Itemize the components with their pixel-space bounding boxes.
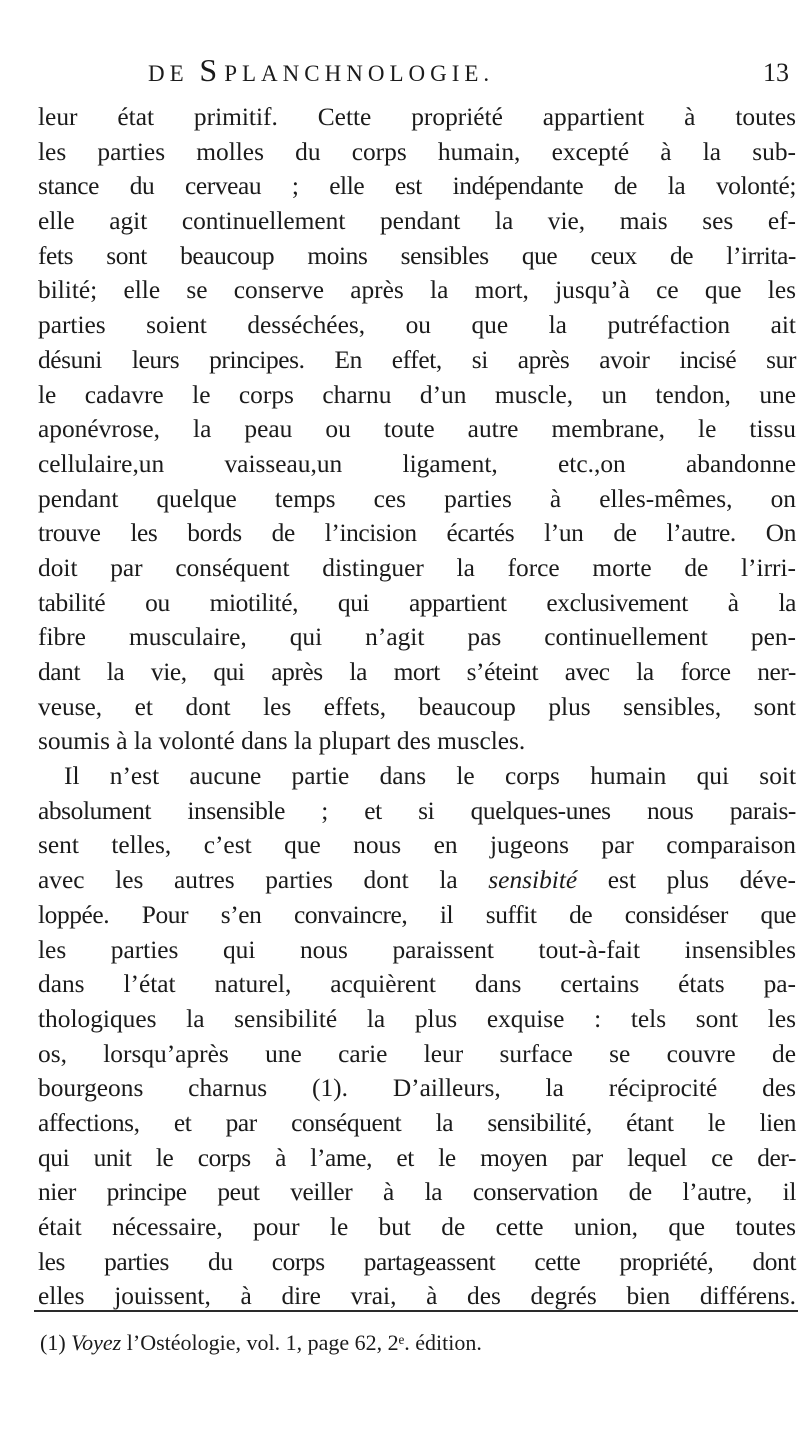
footnote [40,1330,482,1356]
page-number: 13 [763,58,789,87]
text-line: os, lorsqu’après une carie leur surface se couvre de [38,1039,796,1068]
text-line: tabilité ou miotilité, qui appartient exclusivement à la [38,588,796,617]
text-line: dans l’état naturel, acquièrent dans certains états pa- [38,970,796,999]
footnote-rule [34,1310,798,1312]
text-line: trouve les bords de l’incision écartés l’un de l’autre. On [38,519,796,548]
text-line: dant la vie, qui après la mort s’éteint avec la force ner- [38,658,796,686]
text-line-with-italic [38,863,796,898]
text-line: loppée. Pour s’en convaincre, il suffit de considéser que [38,900,796,929]
text-line: cellulaire,un vaisseau,un ligament, etc.,on abandonne [38,449,796,478]
text-line: pendant quelque temps ces parties à elles-mêmes, on [38,484,796,513]
text-line: le cadavre le corps charnu d’un muscle, un tendon, une [38,380,796,409]
text-line: soumis à la volonté dans la plupart des muscles. [38,727,526,756]
text-line: leur état primitif. Cette propriété appartient à toutes [38,103,796,131]
text-line: nier principe peut veiller à la conservation de l’autre, il [38,1178,796,1207]
italic-term: sensibité [488,866,578,895]
footnote-italic: Voyez [71,1330,122,1355]
text-line: bourgeons charnus (1). D’ailleurs, la réciprocité des [38,1074,796,1103]
running-head-prefix: DE [148,61,200,86]
text-line: elles jouissent, à dire vrai, à des degrés bien différens. [38,1282,796,1311]
text-line: fibre musculaire, qui n’agit pas continuellement pen- [38,623,796,652]
text-line: aponévrose, la peau ou toute autre membrane, le tissu [38,415,796,444]
body-text [38,100,796,1314]
text-line: thologiques la sensibilité la plus exquise : tels sont les [38,1004,796,1033]
running-head-title [148,52,494,89]
text-line: stance du cerveau ; elle est indépendante de la volonté; [38,172,796,201]
text-line: veuse, et dont les effets, beaucoup plus sensibles, sont [38,692,796,721]
text-line: doit par conséquent distinguer la force morte de l’irri- [38,553,796,582]
text-segment: est plus déve- [577,866,796,895]
running-head-rest: PLANCHNOLOGIE. [224,61,495,86]
text-line: les parties molles du corps humain, excepté à la sub- [38,137,796,166]
text-line: qui unit le corps à l’ame, et le moyen par lequel ce der- [38,1143,796,1172]
text-line: absolument insensible ; et si quelques-unes nous parais- [38,796,796,825]
text-line: bilité; elle se conserve après la mort, jusqu’à ce que les [38,276,796,305]
footnote-text: l’Ostéologie, vol. 1, page 62, 2ᵉ. édition. [121,1330,482,1355]
text-line: affections, et par conséquent la sensibilité, étant le lien [38,1108,796,1137]
text-line: fets sont beaucoup moins sensibles que ceux de l’irrita- [38,241,796,270]
footnote-marker: (1) [40,1330,72,1355]
text-line: était nécessaire, pour le but de cette union, que toutes [38,1213,796,1241]
text-line: elle agit continuellement pendant la vie, mais ses ef- [38,207,796,236]
text-line: sent telles, c’est que nous en jugeons par comparaison [38,831,796,860]
text-line: désuni leurs principes. En effet, si après avoir incisé sur [38,345,796,374]
running-head-initial: S [199,52,225,88]
text-line: parties soient desséchées, ou que la putréfaction ait [38,311,796,340]
text-line: Il n’est aucune partie dans le corps humain qui soit [64,762,796,791]
text-line: les parties du corps partageassent cette propriété, dont [38,1247,796,1276]
text-segment: avec les autres parties dont la [38,866,489,895]
text-line: les parties qui nous paraissent tout-à-fait insensibles [38,935,796,964]
